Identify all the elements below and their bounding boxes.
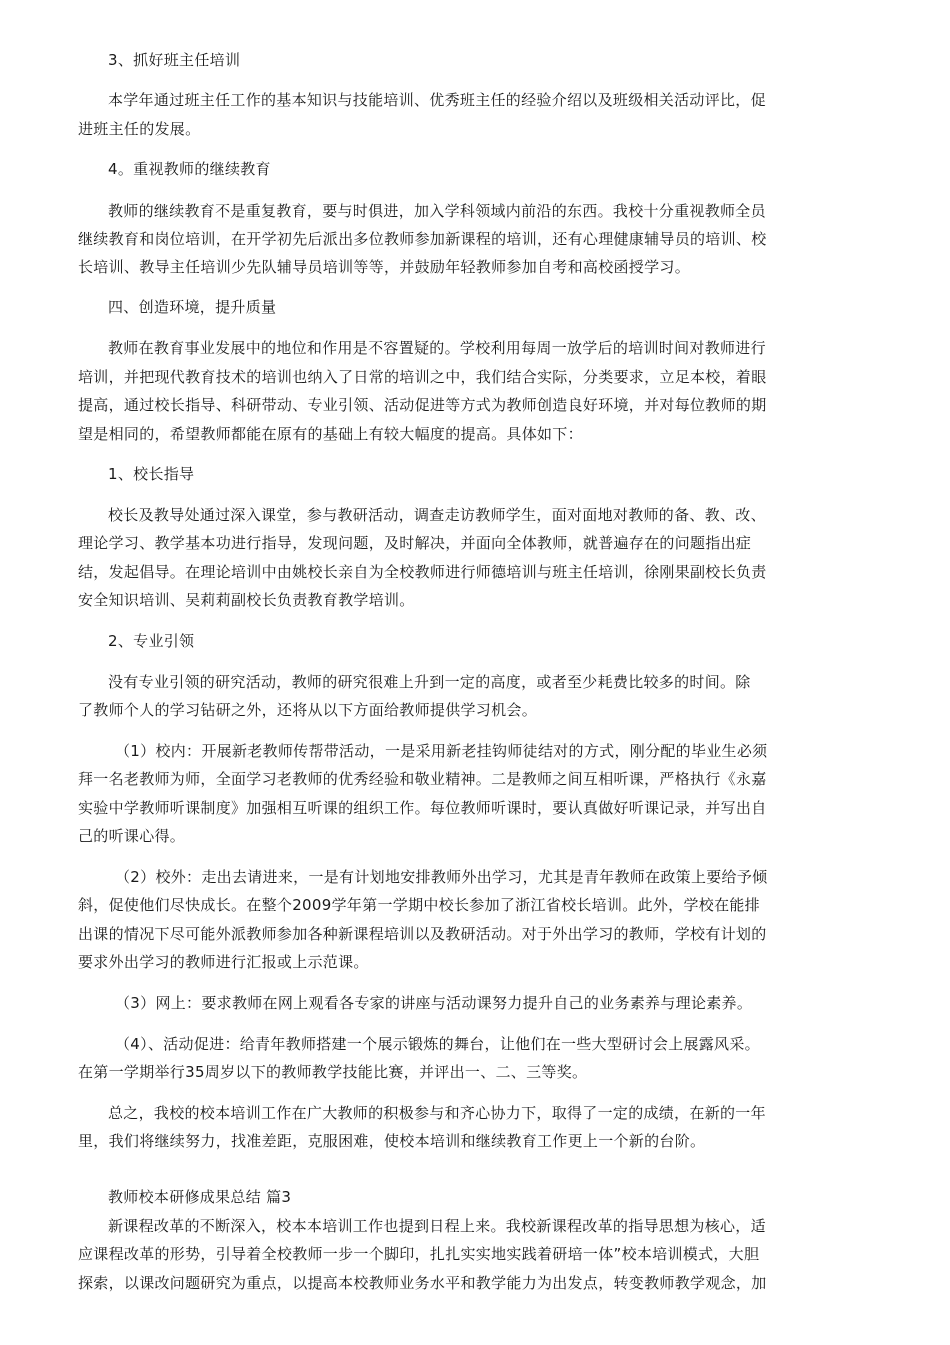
paragraph-inschool-line-2: 拜一名老教师为师，全面学习老教师的优秀经验和敬业精神。二是教师之间互相听课，严格执行《永嘉 [78,770,767,788]
paragraph-environment-line-3: 提高，通过校长指导、科研带动、专业引领、活动促进等方式为教师创造良好环境，并对每位教师的期 [78,396,767,414]
paragraph-continuing-line-1: 教师的继续教育不是重复教育，要与时俱进，加入学科领域内前沿的东西。我校十分重视教师全员 [108,202,766,220]
paragraph-outschool-line-4: 要求外出学习的教师进行汇报或上示范课。 [78,953,369,971]
paragraph-activity-line-2: 在第一学期举行35周岁以下的教师教学技能比赛，并评出一、二、三等奖。 [78,1063,588,1081]
paragraph-professional-line-1: 没有专业引领的研究活动，教师的研究很难上升到一定的高度，或者至少耗费比较多的时间。除 [108,673,751,691]
paragraph-part3-line-1: 新课程改革的不断深入，校本本培训工作也提到日程上来。我校新课程改革的指导思想为核心，适 [108,1217,766,1235]
paragraph-activity-line-1: （4）、活动促进：给青年教师搭建一个展示锻炼的舞台，让他们在一些大型研讨会上展露风采。 [115,1035,760,1053]
paragraph-online-line-1: （3）网上：要求教师在网上观看各专家的讲座与活动课努力提升自己的业务素养与理论素养。 [115,994,753,1012]
section-heading-headteacher-training: 3、抓好班主任培训 [108,51,241,69]
paragraph-summary-line-2: 里，我们将继续努力，找准差距，克服困难，使校本培训和继续教育工作更上一个新的台阶。 [78,1132,706,1150]
paragraph-headteacher-line-1: 本学年通过班主任工作的基本知识与技能培训、优秀班主任的经验介绍以及班级相关活动评比，促 [108,91,766,109]
paragraph-headteacher-line-2: 进班主任的发展。 [78,120,201,138]
paragraph-principal-line-2: 理论学习、教学基本功进行指导，发现问题，及时解决，并面向全体教师，就普遍存在的问题指出症 [78,534,752,552]
paragraph-outschool-line-1: （2）校外：走出去请进来，一是有计划地安排教师外出学习，尤其是青年教师在政策上要给予倾 [115,868,768,886]
section-heading-professional-leading: 2、专业引领 [108,632,195,650]
paragraph-continuing-line-2: 继续教育和岗位培训，在开学初先后派出多位教师参加新课程的培训，还有心理健康辅导员的培训、校 [78,230,767,248]
section-heading-principal-guidance: 1、校长指导 [108,465,195,483]
paragraph-part3-line-3: 探索，以课改问题研究为重点，以提高本校教师业务水平和教学能力为出发点，转变教师教学观念，加 [78,1274,767,1292]
paragraph-environment-line-4: 望是相同的，希望教师都能在原有的基础上有较大幅度的提高。具体如下： [78,425,583,443]
paragraph-inschool-line-1: （1）校内：开展新老教师传帮带活动，一是采用新老挂钩师徒结对的方式，刚分配的毕业生必须 [115,742,768,760]
section-heading-environment: 四、创造环境，提升质量 [108,298,277,316]
paragraph-principal-line-3: 结，发起倡导。在理论培训中由姚校长亲自为全校教师进行师德培训与班主任培训，徐刚果副校长负责 [78,563,767,581]
paragraph-professional-line-2: 了教师个人的学习钻研之外，还将从以下方面给教师提供学习机会。 [78,701,538,719]
paragraph-principal-line-4: 安全知识培训、吴莉莉副校长负责教育教学培训。 [78,591,415,609]
paragraph-principal-line-1: 校长及教导处通过深入课堂，参与教研活动，调查走访教师学生，面对面地对教师的备、教、改、 [108,506,766,524]
paragraph-summary-line-1: 总之，我校的校本培训工作在广大教师的积极参与和齐心协力下，取得了一定的成绩，在新的一年 [108,1104,766,1122]
paragraph-continuing-line-3: 长培训、教导主任培训少先队辅导员培训等等，并鼓励年轻教师参加自考和高校函授学习。 [78,258,691,276]
paragraph-environment-line-2: 培训，并把现代教育技术的培训也纳入了日常的培训之中，我们结合实际，分类要求，立足本校，着眼 [78,368,767,386]
paragraph-inschool-line-4: 己的听课心得。 [78,827,186,845]
section-heading-part3: 教师校本研修成果总结 篇3 [108,1188,292,1206]
section-heading-continuing-education: 4。重视教师的继续教育 [108,160,271,178]
paragraph-outschool-line-3: 出课的情况下尽可能外派教师参加各种新课程培训以及教研活动。对于外出学习的教师，学校有计划的 [78,925,767,943]
paragraph-inschool-line-3: 实验中学教师听课制度》加强相互听课的组织工作。每位教师听课时，要认真做好听课记录，并写出自 [78,799,767,817]
paragraph-outschool-line-2: 斜，促使他们尽快成长。在整个2009学年第一学期中校长参加了浙江省校长培训。此外，学校在能排 [78,896,760,914]
paragraph-part3-line-2: 应课程改革的形势，引导着全校教师一步一个脚印，扎扎实实地实践着研培一体”校本培训模式，大胆 [78,1245,760,1263]
paragraph-environment-line-1: 教师在教育事业发展中的地位和作用是不容置疑的。学校利用每周一放学后的培训时间对教师进行 [108,339,766,357]
